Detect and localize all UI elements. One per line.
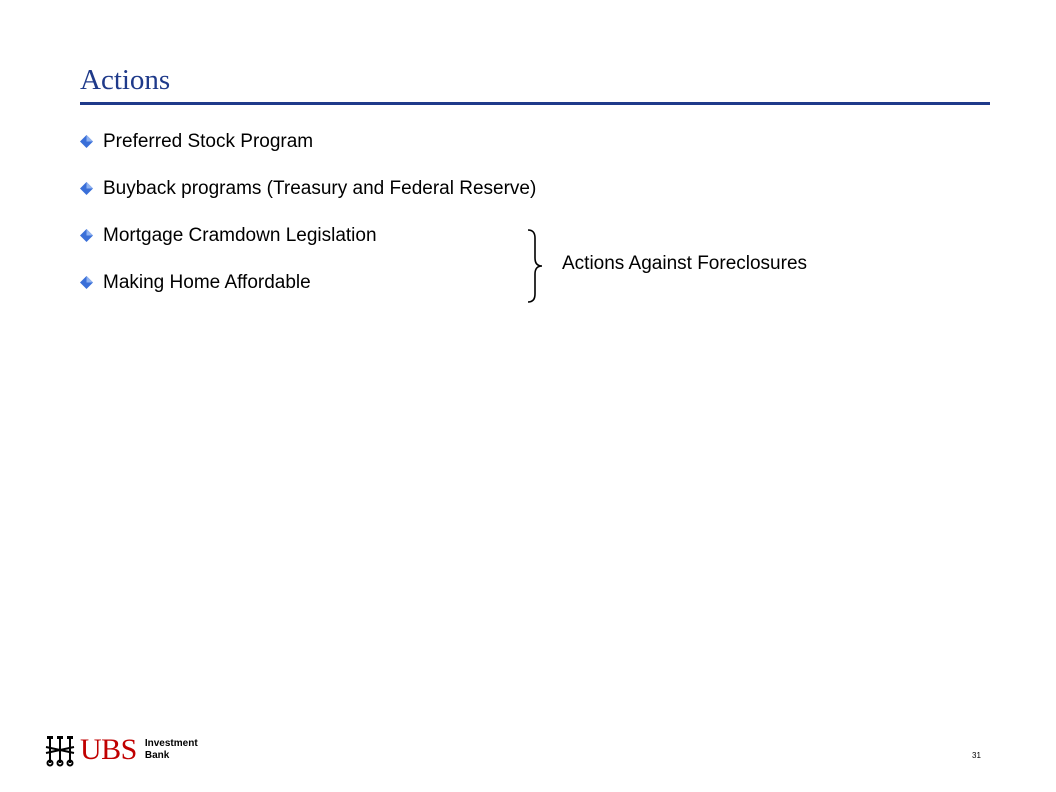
bullet-item [80,165,536,212]
diamond-bullet-icon [80,182,93,195]
logo-subtitle [145,738,198,762]
bullet-text: Making Home Affordable [103,271,311,293]
bullet-text: Buyback programs (Treasury and Federal Reserve) [103,177,537,199]
logo-line-bank: Bank [144,750,170,761]
ubs-keys-icon [44,733,76,767]
diamond-bullet-icon [80,276,93,289]
ubs-logo [44,733,198,767]
logo-line-investment: Investment [144,738,198,749]
page-number: 31 [972,751,981,760]
slide-title: Actions [80,64,171,96]
bullet-item [80,259,536,306]
right-brace-icon [524,228,546,304]
bullet-item [80,212,536,259]
diamond-bullet-icon [80,229,93,242]
logo-wordmark: UBS [80,733,137,766]
diamond-bullet-icon [80,135,93,148]
bullet-item [80,118,536,165]
group-label: Actions Against Foreclosures [562,253,808,274]
title-underline [80,102,990,105]
bullet-list [80,118,536,306]
bullet-text: Mortgage Cramdown Legislation [103,224,377,246]
bullet-text: Preferred Stock Program [103,130,314,152]
